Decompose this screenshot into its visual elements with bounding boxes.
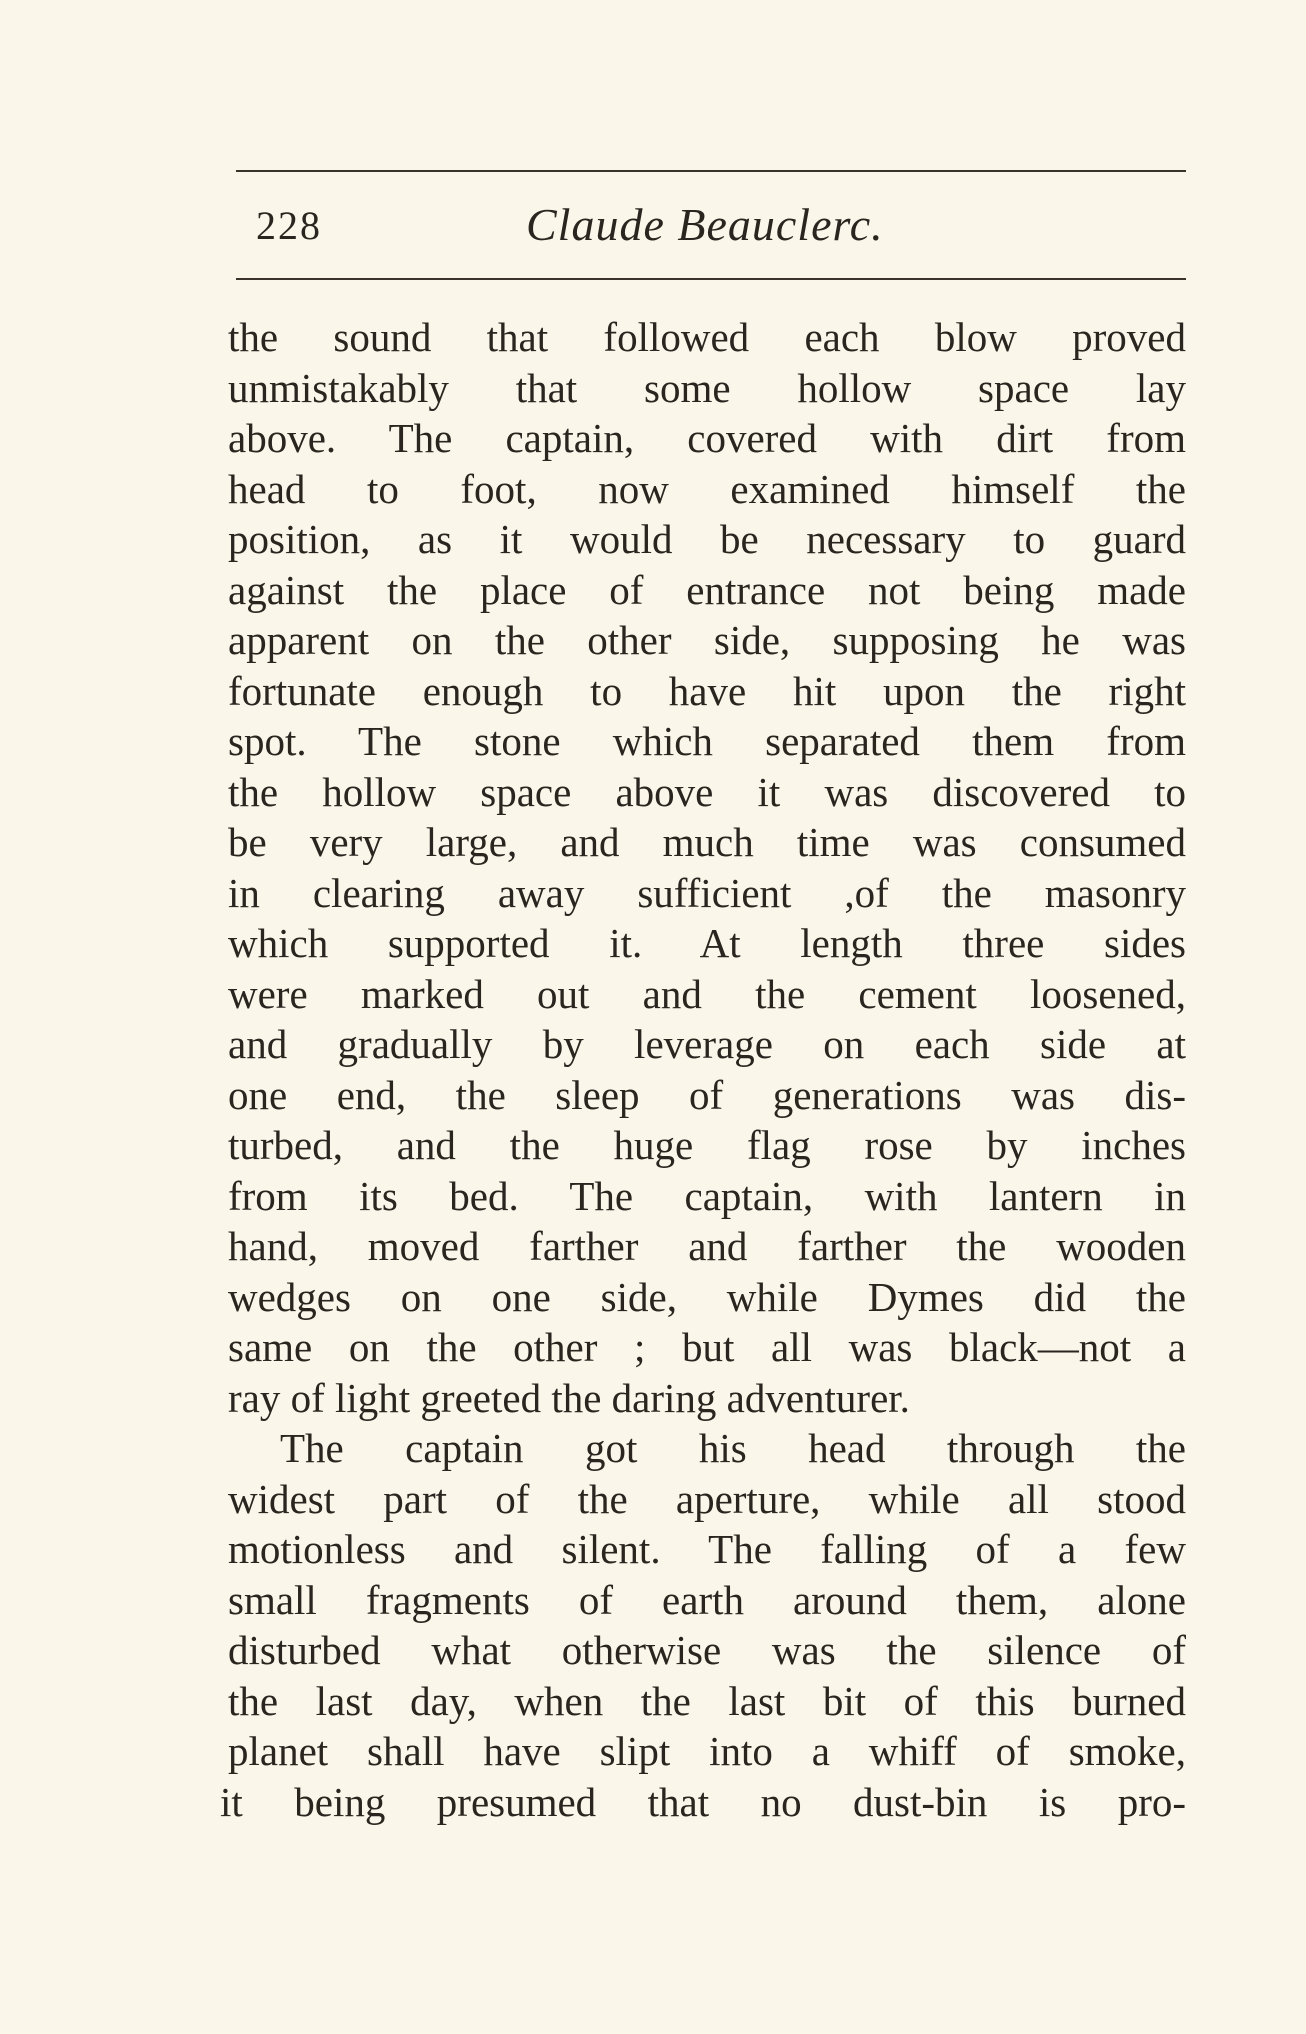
text-line: which supported it. At length three sides	[228, 920, 1186, 966]
text-line: planet shall have slipt into a whiff of smoke,	[228, 1728, 1186, 1774]
text-line: disturbed what otherwise was the silence of	[228, 1627, 1186, 1673]
text-line: position, as it would be necessary to guard	[228, 516, 1186, 562]
text-line: against the place of entrance not being made	[228, 566, 1186, 613]
text-line: small fragments of earth around them, alone	[228, 1576, 1186, 1623]
text-line: and gradually by leverage on each side at	[228, 1021, 1186, 1067]
body-text	[220, 312, 1186, 1827]
header-rule-top	[236, 170, 1186, 172]
text-line: widest part of the aperture, while all stood	[228, 1475, 1186, 1522]
text-line: ray of light greeted the daring adventurer.	[228, 1374, 910, 1421]
text-line: the last day, when the last bit of this burned	[228, 1677, 1186, 1724]
text-line: the sound that followed each blow proved	[228, 314, 1186, 360]
text-line: The captain got his head through the	[280, 1425, 1186, 1471]
text-line: one end, the sleep of generations was dis-	[228, 1071, 1186, 1118]
running-head	[236, 198, 1186, 258]
page-number: 228	[256, 203, 322, 248]
text-line: spot. The stone which separated them from	[228, 718, 1186, 764]
text-line: head to foot, now examined himself the	[228, 465, 1186, 512]
text-line: it being presumed that no dust-bin is pro-	[220, 1778, 1186, 1825]
text-line: in clearing away sufficient ,of the masonry	[228, 869, 1186, 916]
text-line: hand, moved farther and farther the wooden	[228, 1223, 1186, 1269]
text-line: above. The captain, covered with dirt from	[228, 415, 1186, 461]
text-line: motionless and silent. The falling of a few	[228, 1526, 1186, 1572]
text-line: fortunate enough to have hit upon the right	[228, 667, 1186, 714]
text-line: unmistakably that some hollow space lay	[228, 364, 1186, 411]
text-line: same on the other ; but all was black—not a	[228, 1324, 1186, 1370]
text-line: be very large, and much time was consumed	[228, 819, 1186, 865]
text-line: turbed, and the huge flag rose by inches	[228, 1122, 1186, 1168]
header-rule-bottom	[236, 278, 1186, 280]
text-line: from its bed. The captain, with lantern in	[228, 1172, 1186, 1219]
text-line: apparent on the other side, supposing he was	[228, 617, 1186, 663]
running-title: Claude Beauclerc.	[526, 199, 884, 250]
text-line: wedges on one side, while Dymes did the	[228, 1273, 1186, 1320]
text-line: were marked out and the cement loosened,	[228, 970, 1186, 1017]
text-line: the hollow space above it was discovered to	[228, 768, 1186, 815]
